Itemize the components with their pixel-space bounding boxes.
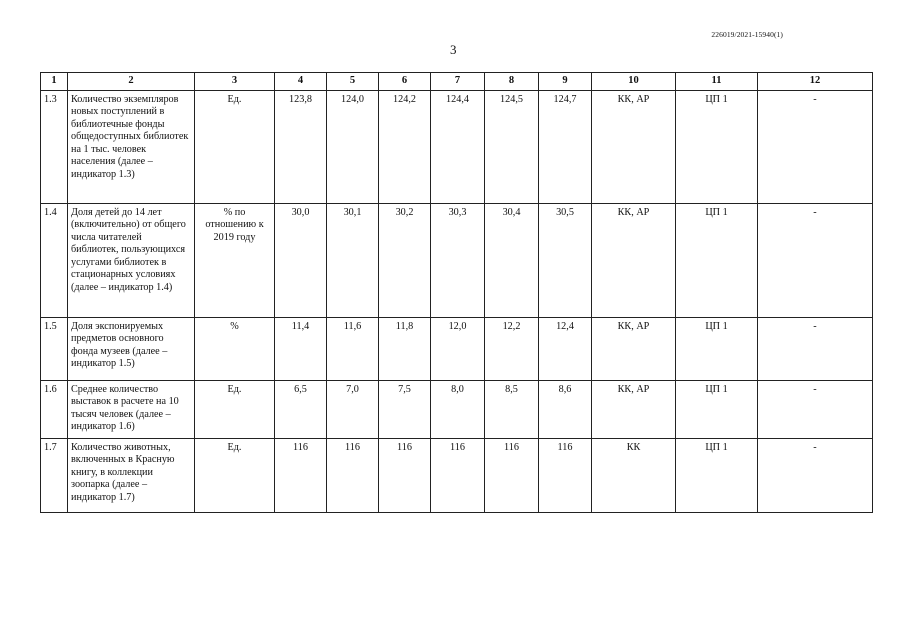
table-header-row [41, 73, 873, 91]
value-cell: 30,3 [431, 203, 485, 317]
column-header: 2 [68, 73, 195, 91]
value-cell: 116 [327, 438, 379, 512]
value-cell: 12,0 [431, 317, 485, 380]
row-number: 1.3 [41, 90, 68, 203]
indicator-description: Среднее количество выставок в расчете на 10 тысяч человек (далее – индикатор 1.6) [68, 380, 195, 438]
value-cell: 116 [431, 438, 485, 512]
value-cell: 30,1 [327, 203, 379, 317]
value-cell: 11,4 [275, 317, 327, 380]
value-cell: 124,4 [431, 90, 485, 203]
indicator-description: Доля экспонируемых предметов основного фонда музеев (далее – индикатор 1.5) [68, 317, 195, 380]
column-header: 8 [485, 73, 539, 91]
value-cell: 30,2 [379, 203, 431, 317]
source-cell: КК, АР [592, 90, 676, 203]
note-cell: - [758, 438, 873, 512]
column-header: 4 [275, 73, 327, 91]
value-cell: 6,5 [275, 380, 327, 438]
table-row [41, 317, 873, 380]
note-cell: - [758, 90, 873, 203]
value-cell: 11,6 [327, 317, 379, 380]
column-header: 5 [327, 73, 379, 91]
column-header: 1 [41, 73, 68, 91]
value-cell: 124,2 [379, 90, 431, 203]
column-header: 12 [758, 73, 873, 91]
value-cell: 124,0 [327, 90, 379, 203]
note-cell: - [758, 317, 873, 380]
unit-cell: Ед. [195, 90, 275, 203]
document-number: 226019/2021-15940(1) [711, 30, 783, 39]
column-header: 6 [379, 73, 431, 91]
value-cell: 116 [379, 438, 431, 512]
row-number: 1.7 [41, 438, 68, 512]
value-cell: 8,5 [485, 380, 539, 438]
table-row [41, 203, 873, 317]
value-cell: 124,7 [539, 90, 592, 203]
unit-cell: % по отношению к 2019 году [195, 203, 275, 317]
value-cell: 123,8 [275, 90, 327, 203]
unit-cell: % [195, 317, 275, 380]
unit-cell: Ед. [195, 380, 275, 438]
value-cell: 7,5 [379, 380, 431, 438]
row-number: 1.6 [41, 380, 68, 438]
program-cell: ЦП 1 [676, 380, 758, 438]
value-cell: 124,5 [485, 90, 539, 203]
row-number: 1.5 [41, 317, 68, 380]
value-cell: 11,8 [379, 317, 431, 380]
column-header: 7 [431, 73, 485, 91]
value-cell: 30,5 [539, 203, 592, 317]
row-number: 1.4 [41, 203, 68, 317]
unit-cell: Ед. [195, 438, 275, 512]
value-cell: 8,6 [539, 380, 592, 438]
program-cell: ЦП 1 [676, 203, 758, 317]
value-cell: 12,2 [485, 317, 539, 380]
note-cell: - [758, 380, 873, 438]
value-cell: 12,4 [539, 317, 592, 380]
source-cell: КК [592, 438, 676, 512]
source-cell: КК, АР [592, 380, 676, 438]
value-cell: 30,0 [275, 203, 327, 317]
value-cell: 116 [539, 438, 592, 512]
table-row [41, 380, 873, 438]
value-cell: 7,0 [327, 380, 379, 438]
column-header: 11 [676, 73, 758, 91]
column-header: 3 [195, 73, 275, 91]
indicator-description: Доля детей до 14 лет (включительно) от общего числа читателей библиотек, пользующихся услугами библиотек в стационарных условиях (далее – индикатор 1.4) [68, 203, 195, 317]
indicators-table [40, 72, 873, 513]
source-cell: КК, АР [592, 203, 676, 317]
source-cell: КК, АР [592, 317, 676, 380]
program-cell: ЦП 1 [676, 90, 758, 203]
value-cell: 116 [275, 438, 327, 512]
indicator-description: Количество экземпляров новых поступлений в библиотечные фонды общедоступных библиотек на 1 тыс. человек населения (далее – индикатор 1.3) [68, 90, 195, 203]
value-cell: 30,4 [485, 203, 539, 317]
page-number: 3 [450, 42, 457, 57]
program-cell: ЦП 1 [676, 317, 758, 380]
table-row [41, 90, 873, 203]
table-row [41, 438, 873, 512]
column-header: 9 [539, 73, 592, 91]
indicator-description: Количество животных, включенных в Красную книгу, в коллекции зоопарка (далее – индикатор 1.7) [68, 438, 195, 512]
note-cell: - [758, 203, 873, 317]
column-header: 10 [592, 73, 676, 91]
value-cell: 116 [485, 438, 539, 512]
program-cell: ЦП 1 [676, 438, 758, 512]
value-cell: 8,0 [431, 380, 485, 438]
